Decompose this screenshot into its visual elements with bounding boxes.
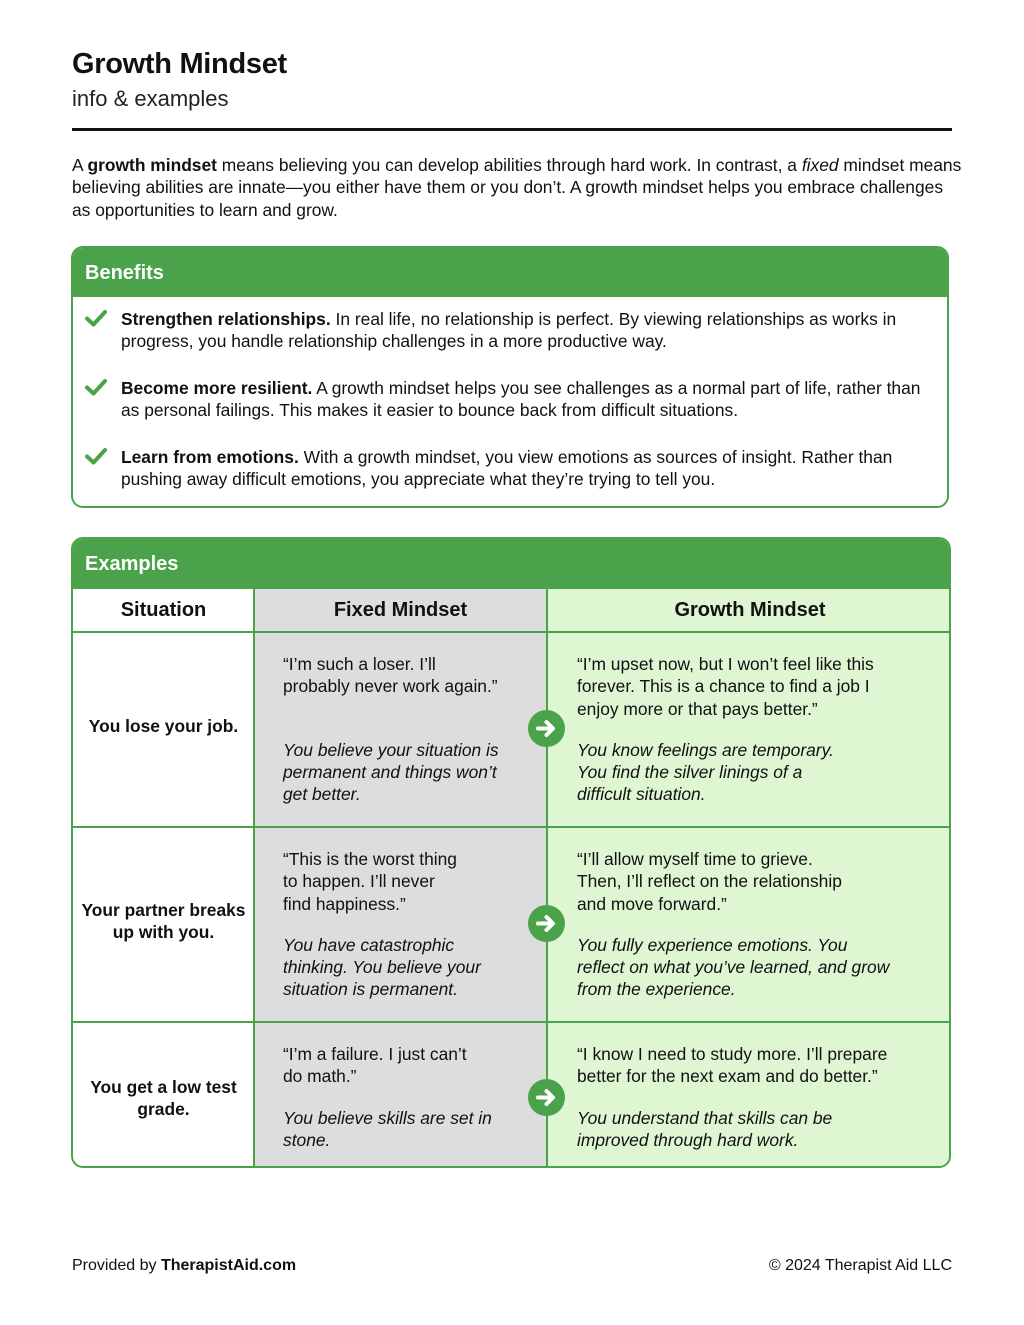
- row-divider: [73, 1021, 951, 1023]
- fixed-explanation: You have catastrophic thinking. You believe your situation is permanent.: [283, 934, 481, 1000]
- column-header-fixed: Fixed Mindset: [333, 599, 468, 621]
- checkmark-icon: [85, 308, 107, 328]
- growth-quote: “I’ll allow myself time to grieve. Then, I’ll reflect on the relationship and move forward.”: [577, 849, 842, 914]
- benefit-title: Become more resilient.: [121, 378, 313, 398]
- checkmark-icon: [85, 377, 107, 397]
- footer-site-link[interactable]: TherapistAid.com: [160, 1257, 297, 1274]
- intro-fixed-term: fixed: [801, 155, 839, 175]
- fixed-quote: “This is the worst thing to happen. I’ll never find happiness.”: [283, 849, 457, 914]
- fixed-explanation: You believe skills are set in stone.: [283, 1107, 492, 1150]
- growth-explanation: You know feelings are temporary. You find the silver linings of a difficult situation.: [577, 739, 834, 805]
- intro-paragraph: [72, 154, 962, 221]
- situation-cell: You get a low test grade.: [90, 1077, 237, 1120]
- header-row-divider: [73, 631, 951, 633]
- growth-mindset-cell: [577, 848, 947, 1001]
- fixed-quote: “I’m such a loser. I’ll probably never work again.”: [283, 654, 498, 697]
- benefit-text: A growth mindset helps you see challenges as a normal part of life, rather than as personal failings. This makes it easier to bounce back from difficult situations.: [121, 378, 921, 421]
- column-header-growth: Growth Mindset: [674, 599, 826, 621]
- arrow-right-circle-icon: [528, 710, 565, 747]
- benefit-item: [85, 308, 935, 353]
- growth-explanation: You fully experience emotions. You reflect on what you’ve learned, and grow from the experience.: [577, 934, 890, 1000]
- growth-quote: “I’m upset now, but I won’t feel like this forever. This is a chance to find a job I enjoy more or that pays better.”: [577, 654, 874, 719]
- intro-growth-term: growth mindset: [87, 155, 217, 175]
- benefit-text: With a growth mindset, you view emotions as sources of insight. Rather than pushing away difficult emotions, you appreciate what they’re trying to tell you.: [121, 447, 893, 490]
- growth-explanation: You understand that skills can be improved through hard work.: [577, 1107, 833, 1150]
- page-subtitle: info & examples: [72, 86, 229, 111]
- checkmark-icon: [85, 446, 107, 466]
- fixed-mindset-cell: [283, 653, 533, 805]
- benefit-item: [85, 377, 935, 422]
- column-header-situation: Situation: [120, 599, 207, 621]
- footer-copyright: © 2024 Therapist Aid LLC: [768, 1257, 952, 1274]
- table-top-border: [73, 587, 951, 589]
- growth-quote: “I know I need to study more. I’ll prepare better for the next exam and do better.”: [577, 1044, 888, 1087]
- arrow-right-circle-icon: [528, 905, 565, 942]
- intro-text-2: means believing you can develop abilities through hard work. In contrast, a: [216, 155, 802, 175]
- growth-mindset-cell: [577, 653, 947, 806]
- intro-text-1: A: [72, 155, 88, 175]
- situation-cell: Your partner breaks up with you.: [81, 900, 246, 943]
- fixed-mindset-cell: [283, 1043, 533, 1151]
- page-title: Growth Mindset: [72, 48, 287, 80]
- growth-mindset-cell: [577, 1043, 947, 1151]
- situation-cell: You lose your job.: [88, 716, 239, 736]
- benefit-item: [85, 446, 935, 491]
- fixed-mindset-cell: [283, 848, 533, 1001]
- arrow-right-circle-icon: [528, 1079, 565, 1116]
- title-divider: [72, 128, 952, 131]
- footer-provided-by: [72, 1257, 296, 1275]
- benefits-heading: Benefits: [73, 248, 947, 297]
- footer-provided-label: Provided by: [72, 1257, 161, 1274]
- benefit-title: Learn from emotions.: [121, 447, 299, 467]
- examples-heading: Examples: [73, 539, 949, 587]
- row-divider: [73, 826, 951, 828]
- intro-text-3: mindset means believing abilities are innate—you either have them or you don’t. A growth mindset helps you embrace challenges as opportunities to learn and grow.: [72, 155, 962, 220]
- benefit-title: Strengthen relationships.: [121, 309, 331, 329]
- benefits-box: [71, 246, 949, 508]
- fixed-explanation: You believe your situation is permanent and things won’t get better.: [283, 739, 499, 805]
- benefit-text: In real life, no relationship is perfect. By viewing relationships as works in progress, you handle relationship challenges in a more productive way.: [121, 309, 897, 352]
- fixed-quote: “I’m a failure. I just can’t do math.”: [283, 1044, 467, 1087]
- examples-box: [71, 537, 951, 1168]
